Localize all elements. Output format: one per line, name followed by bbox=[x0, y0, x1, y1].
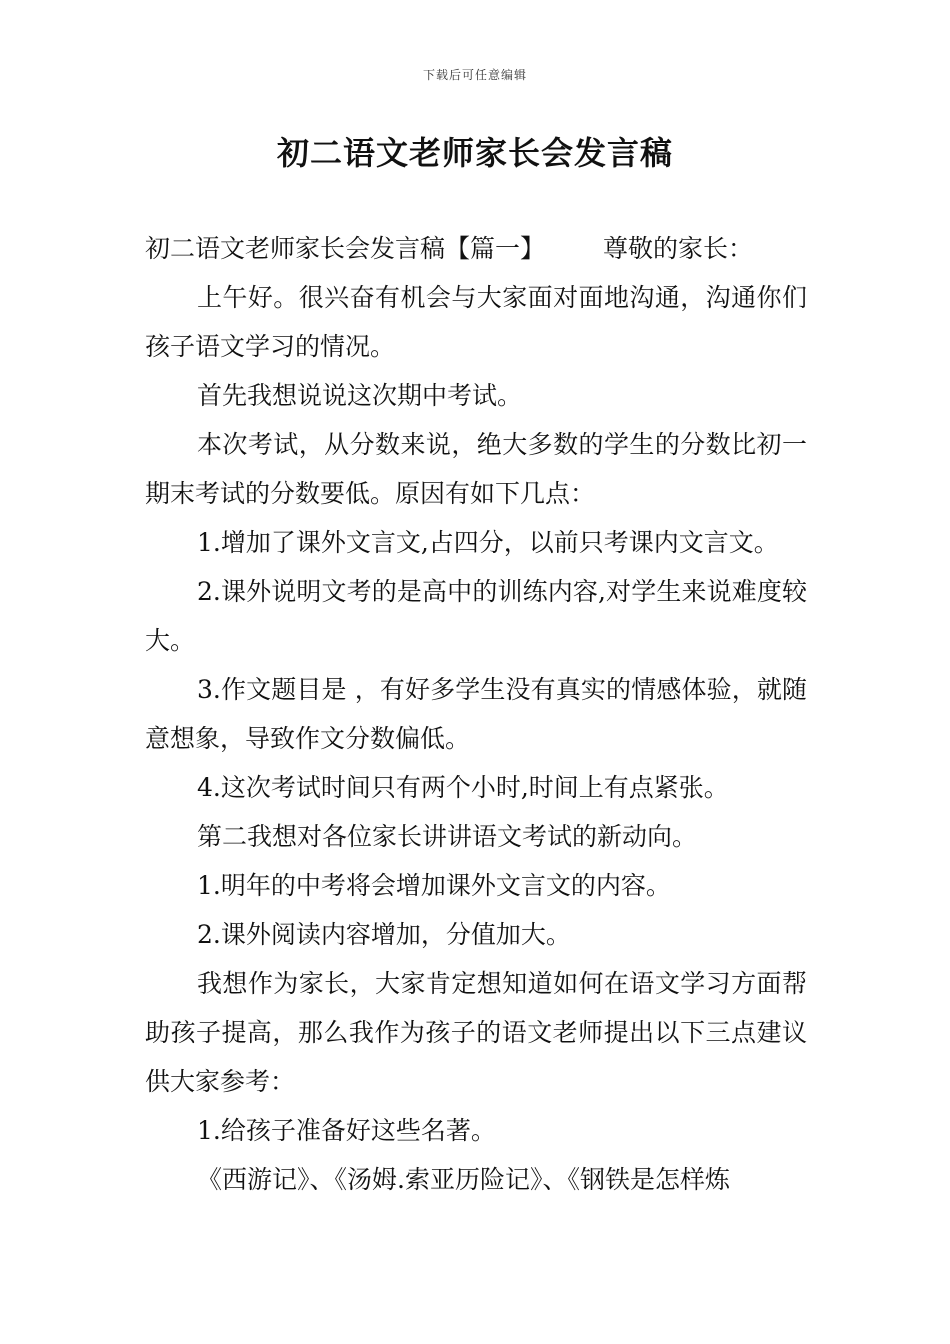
paragraph: 《西游记》、《汤姆.索亚历险记》、《钢铁是怎样炼 bbox=[197, 1165, 730, 1194]
paragraph: 首先我想说说这次期中考试。 bbox=[197, 381, 523, 410]
section-label: 初二语文老师家长会发言稿【篇一】 bbox=[145, 234, 546, 263]
document-body bbox=[145, 224, 807, 1204]
list-item: 1.明年的中考将会增加课外文言文的内容。 bbox=[197, 871, 671, 900]
list-item: 1.给孩子准备好这些名著。 bbox=[197, 1116, 496, 1145]
greeting: 尊敬的家长： bbox=[603, 234, 754, 263]
intro-line bbox=[145, 224, 807, 273]
document-title: 初二语文老师家长会发言稿 bbox=[276, 134, 673, 172]
list-item: 2.课外阅读内容增加，分值加大。 bbox=[197, 920, 571, 949]
paragraph: 第二我想对各位家长讲讲语文考试的新动向。 bbox=[197, 822, 698, 851]
paragraph: 我想作为家长，大家肯定想知道如何在语文学习方面帮助孩子提高，那么我作为孩子的语文老师提出以下三点建议供大家参考： bbox=[145, 969, 807, 1096]
paragraph: 本次考试，从分数来说，绝大多数的学生的分数比初一期末考试的分数要低。原因有如下几点： bbox=[145, 430, 807, 508]
list-item: 4.这次考试时间只有两个小时,时间上有点紧张。 bbox=[197, 773, 729, 802]
list-item: 3.作文题目是 ，有好多学生没有真实的情感体验，就随意想象，导致作文分数偏低。 bbox=[145, 675, 807, 753]
paragraph: 上午好。很兴奋有机会与大家面对面地沟通，沟通你们孩子语文学习的情况。 bbox=[145, 283, 807, 361]
list-item: 2.课外说明文考的是高中的训练内容,对学生来说难度较大。 bbox=[145, 577, 807, 655]
header-note: 下载后可任意编辑 bbox=[422, 68, 527, 82]
list-item: 1.增加了课外文言文,占四分，以前只考课内文言文。 bbox=[197, 528, 779, 557]
